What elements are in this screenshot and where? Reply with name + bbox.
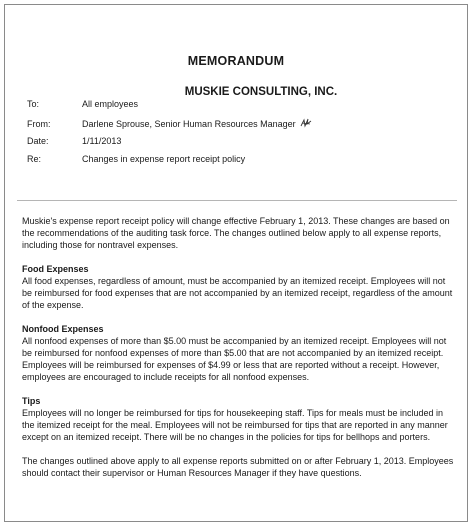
header-label: To: — [27, 99, 40, 109]
section-title-nonfood: Nonfood Expenses — [22, 324, 104, 334]
memo-body — [22, 215, 454, 491]
header-re — [27, 154, 245, 165]
signature-scribble-icon — [300, 118, 312, 128]
section-title-tips: Tips — [22, 396, 41, 406]
company-name: MUSKIE CONSULTING, INC. — [184, 86, 338, 98]
section-body-tips: Employees will no longer be reimbursed for tips for housekeeping staff. Tips for meals must be included in the itemized receipt for the meal. Employees will not be reimbursed for tips that are reported in any manner except on an itemized receipt. There will be no changes in the policies for tips for bellhops and porters. — [22, 408, 448, 442]
header-label: Date: — [27, 136, 49, 146]
section-title-food: Food Expenses — [22, 264, 89, 274]
header-value: Changes in expense report receipt policy — [82, 154, 246, 164]
header-value: 1/11/2013 — [82, 136, 122, 146]
header-from — [27, 118, 312, 130]
header-label: From: — [27, 119, 51, 129]
header-date — [27, 136, 121, 147]
header-value: All employees — [82, 99, 139, 109]
section-body-nonfood: All nonfood expenses of more than $5.00 must be accompanied by an itemized receipt. Employees will not be reimbursed for nonfood expenses of more than $5.00 that are not accompanied by an itemized receipt. Employees will be reimbursed for expenses of $4.99 or less that are reported without a receipt. However, employees are encouraged to include receipts for all nonfood expenses. — [22, 336, 447, 382]
header-to — [27, 99, 138, 110]
intro-paragraph: Muskie's expense report receipt policy will change effective February 1, 2013. These changes are based on the recommendations of the auditing task force. The changes outlined below apply to all expense reports, including those for nontravel expenses. — [22, 216, 450, 250]
closing-paragraph: The changes outlined above apply to all expense reports submitted on or after February 1, 2013. Employees should contact their supervisor or Human Resources Manager if they have questions. — [22, 456, 454, 478]
header-label: Re: — [27, 154, 42, 164]
header-divider — [17, 200, 457, 201]
section-body-food: All food expenses, regardless of amount, must be accompanied by an itemized receipt. Employees will not be reimbursed for food expenses that are not accompanied by an itemized receipt, regardless of the amount of the expense. — [22, 276, 453, 310]
header-value: Darlene Sprouse, Senior Human Resources Manager — [82, 119, 296, 129]
memo-title: MEMORANDUM — [187, 54, 285, 68]
